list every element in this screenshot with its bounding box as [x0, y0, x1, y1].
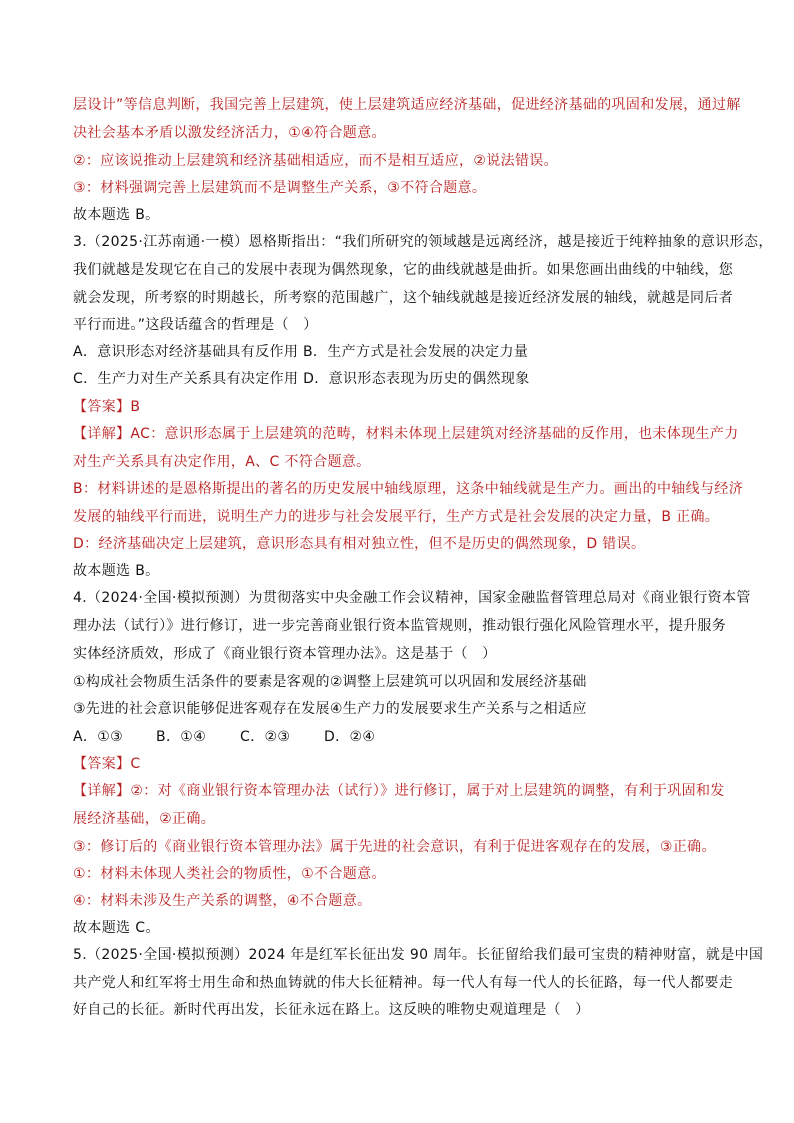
prev-explanation-line3: ②：应该说推动上层建筑和经济基础相适应，而不是相互适应，②说法错误。 [73, 153, 558, 169]
q3-stem-line3: 就会发现，所考察的时期越长，所考察的范围越广，这个轴线就越是接近经济发展的轴线，就越是同后者 [73, 290, 734, 306]
q3-conclusion: 故本题选 B。 [73, 563, 160, 579]
q4-stem-line3: 实体经济质效，形成了《商业银行资本管理办法》。这是基于（ ） [73, 646, 497, 662]
q4-detail-line5: ④：材料未涉及生产关系的调整，④不合题意。 [73, 893, 372, 909]
q4-stem-line1: 4.（2024·全国·模拟预测）为贯彻落实中央金融工作会议精神，国家金融监督管理总局对《商业银行资本管 [73, 590, 751, 606]
prev-explanation-line2-tail: ①④符合题意。 [288, 125, 386, 141]
q4-detail-line3: ③：修订后的《商业银行资本管理办法》属于先进的社会意识，有利于促进客观存在的发展，③正确。 [73, 839, 716, 855]
q4-option-c: C．②③ [240, 729, 291, 745]
q4-stem-line2: 理办法（试行）》进行修订，进一步完善商业银行资本监管规则，推动银行强化风险管理水平，提升服务 [73, 618, 727, 634]
q3-stem-line1: 3.（2025·江苏南通·一模）恩格斯指出：“我们所研究的领域越是远离经济，越是接近于纯粹抽象的意识形态， [73, 234, 773, 250]
q3-stem-line2: 我们就越是发现它在自己的发展中表现为偶然现象，它的曲线就越是曲折。如果您画出曲线的中轴线，您 [73, 262, 734, 278]
q3-options-cd: C．生产力对生产关系具有决定作用 D．意识形态表现为历史的偶然现象 [73, 371, 530, 387]
prev-explanation-line1: 层设计”等信息判断，我国完善上层建筑，使上层建筑适应经济基础，促进经济基础的巩固和发展，通过解 [73, 97, 741, 113]
q4-conclusion: 故本题选 C。 [73, 920, 160, 936]
q5-stem-line1: 5.（2025·全国·模拟预测）2024 年是红军长征出发 90 周年。长征留给我们最可宝贵的精神财富，就是中国 [73, 947, 764, 963]
prev-explanation-line2-main: 决社会基本矛盾以激发经济活力， [73, 125, 289, 141]
q4-detail-line2: 展经济基础，②正确。 [73, 811, 216, 827]
q4-option-a: A．①③ [73, 729, 124, 745]
q3-answer: 【答案】B [73, 399, 141, 415]
q3-options-ab: A．意识形态对经济基础具有反作用 B．生产方式是社会发展的决定力量 [73, 344, 529, 360]
prev-explanation-line4: ③：材料强调完善上层建筑而不是调整生产关系，③不符合题意。 [73, 180, 487, 196]
q3-detail-line5: D：经济基础决定上层建筑，意识形态具有相对独立性，但不是历史的偶然现象，D 错误。 [73, 536, 646, 552]
q4-option-b: B．①④ [156, 729, 207, 745]
q4-detail-line1: 【详解】②：对《商业银行资本管理办法（试行）》进行修订，属于对上层建筑的调整，有利于巩固和发 [73, 783, 725, 799]
q4-answer: 【答案】C [73, 756, 141, 772]
q4-statements-12: ①构成社会物质生活条件的要素是客观的②调整上层建筑可以巩固和发展经济基础 [73, 674, 587, 690]
q3-detail-line2: 对生产关系具有决定作用，A、C 不符合题意。 [73, 454, 371, 470]
prev-explanation-line2 [73, 124, 386, 142]
q3-stem-line4: 平行而进。”这段话蕴含的哲理是（ ） [73, 317, 318, 333]
q3-detail-line1: 【详解】AC：意识形态属于上层建筑的范畴，材料未体现上层建筑对经济基础的反作用，也未体现生产力 [73, 426, 739, 442]
q4-detail-line4: ①：材料未体现人类社会的物质性，①不合题意。 [73, 866, 386, 882]
q3-detail-line4: 发展的轴线平行而进，说明生产力的进步与社会发展平行，生产方式是社会发展的决定力量，B 正确。 [73, 509, 720, 525]
q4-statements-34: ③先进的社会意识能够促进客观存在发展④生产力的发展要求生产关系与之相适应 [73, 701, 587, 717]
q5-stem-line3: 好自己的长征。新时代再出发，长征永远在路上。这反映的唯物史观道理是（ ） [73, 1002, 590, 1018]
q5-stem-line2: 共产党人和红军将士用生命和热血铸就的伟大长征精神。每一代人有每一代人的长征路，每一代人都要走 [73, 975, 734, 991]
q4-option-d: D．②④ [324, 729, 376, 745]
q4-options [73, 728, 375, 746]
prev-conclusion: 故本题选 B。 [73, 207, 160, 223]
q3-detail-line3: B：材料讲述的是恩格斯提出的著名的历史发展中轴线原理，这条中轴线就是生产力。画出的中轴线与经济 [73, 481, 744, 497]
